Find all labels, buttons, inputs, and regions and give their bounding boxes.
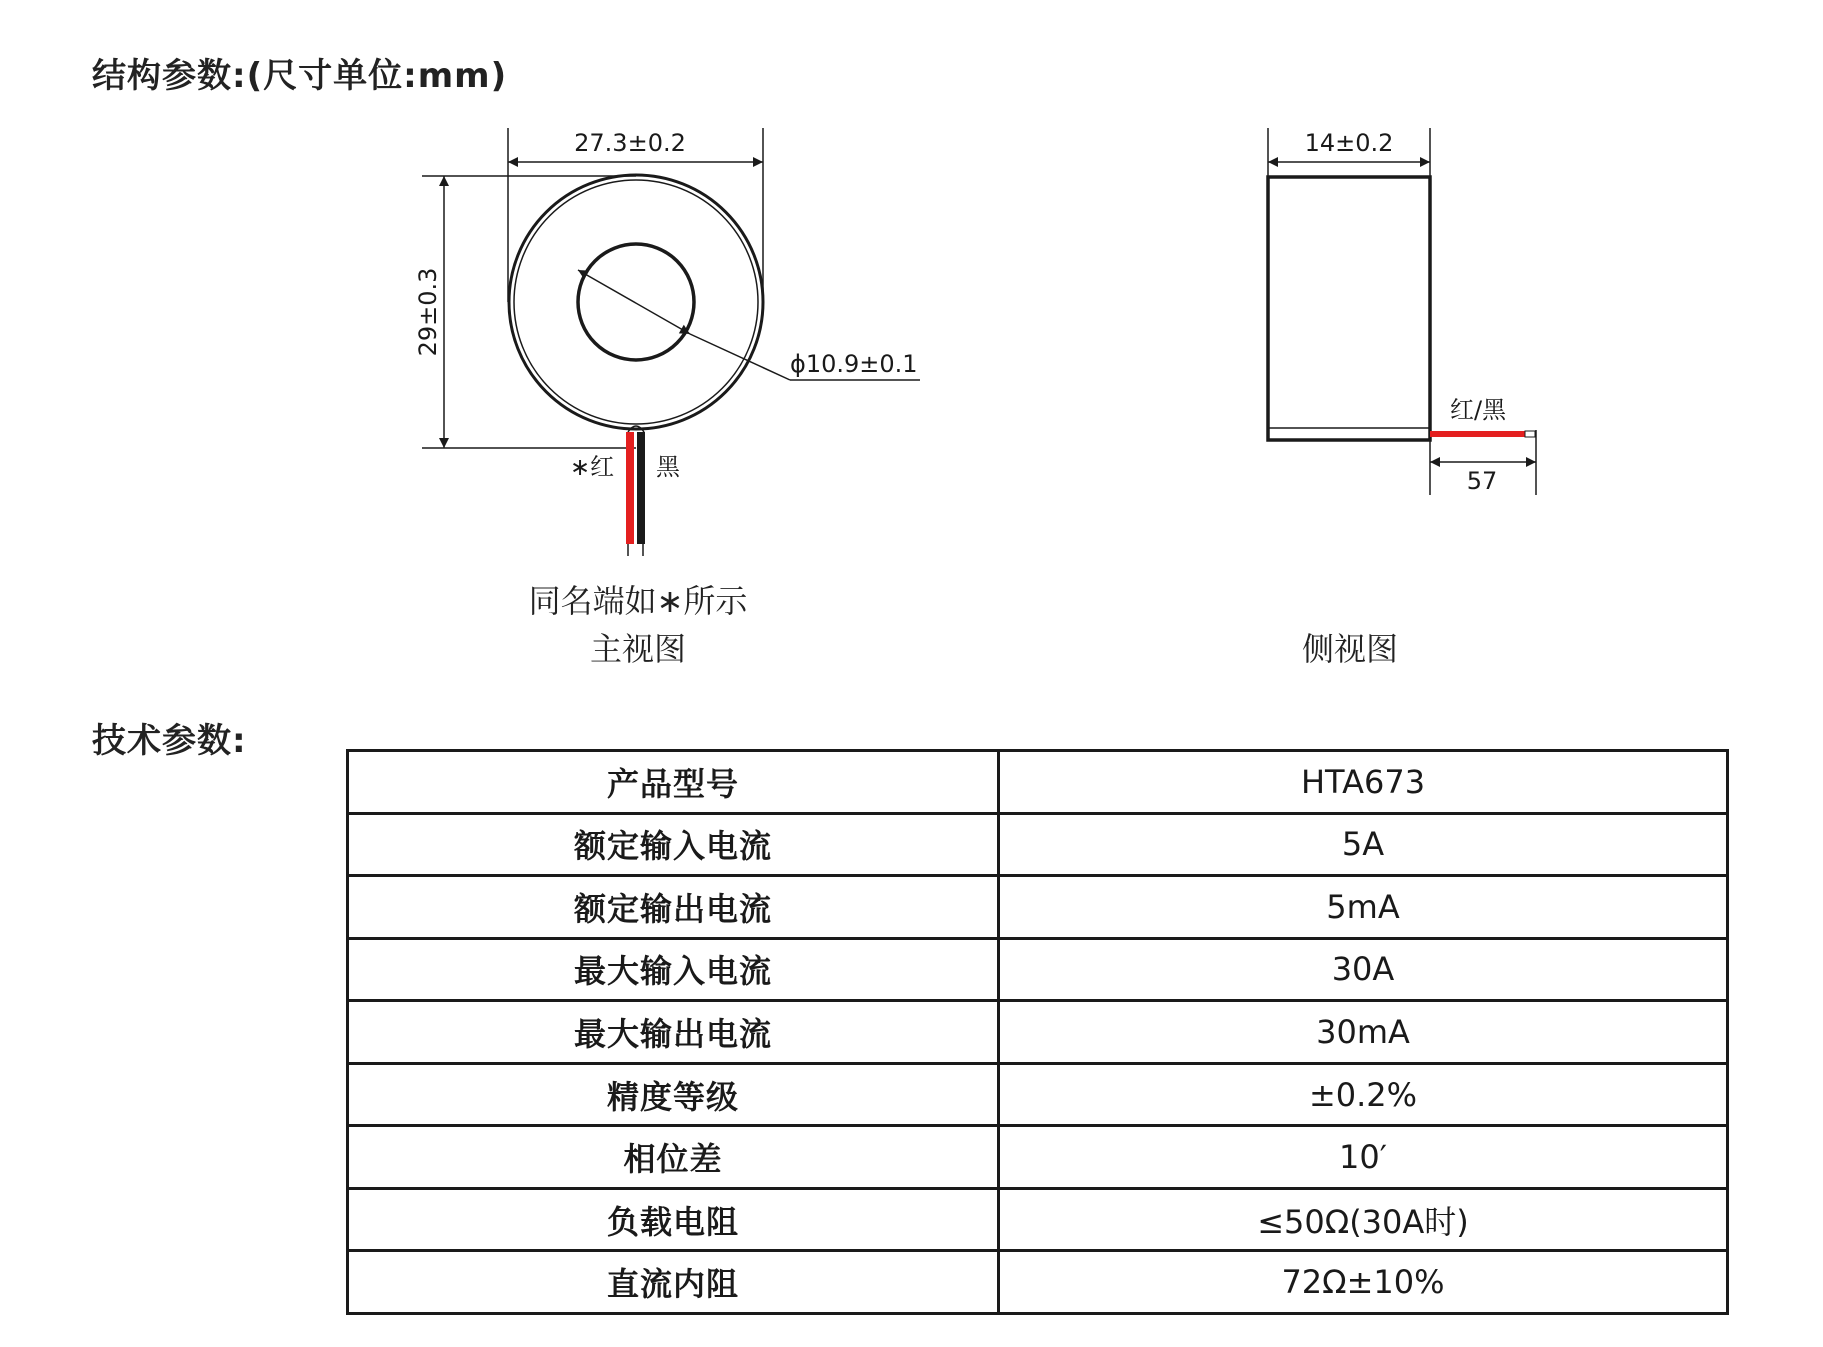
table-row (348, 876, 1728, 939)
side-width-dim: 14±0.2 (1304, 129, 1394, 157)
front-height-dim: 29±0.3 (414, 267, 442, 357)
outer-ring (509, 175, 763, 429)
param-cell: 精度等级 (348, 1063, 999, 1126)
side-view-caption: 侧视图 (1301, 630, 1399, 668)
hole-diameter-dim: ϕ10.9±0.1 (790, 350, 918, 378)
table-row (348, 1251, 1728, 1314)
param-cell: 产品型号 (348, 751, 999, 814)
value-cell: 72Ω±10% (999, 1251, 1728, 1314)
spec-table (346, 749, 1729, 1315)
front-view-caption: 主视图 (589, 630, 687, 668)
spec-table-body (348, 751, 1728, 1314)
side-wire-label: 红/黑 (1450, 396, 1507, 424)
front-view (414, 128, 920, 668)
front-view-note: 同名端如∗所示 (528, 582, 748, 620)
param-cell: 相位差 (348, 1126, 999, 1189)
value-cell: ±0.2% (999, 1063, 1728, 1126)
tech-section-title: 技术参数: (92, 721, 247, 761)
side-view (1268, 128, 1536, 668)
value-cell: 5mA (999, 876, 1728, 939)
param-cell: 额定输入电流 (348, 813, 999, 876)
value-cell: 5A (999, 813, 1728, 876)
table-row (348, 1126, 1728, 1189)
param-cell: 负载电阻 (348, 1188, 999, 1251)
table-row (348, 751, 1728, 814)
outer-ring-inner-edge (514, 180, 758, 424)
table-row (348, 1001, 1728, 1064)
param-cell: 最大输出电流 (348, 1001, 999, 1064)
wire-black (637, 432, 645, 544)
side-wire-length-dim: 57 (1466, 467, 1498, 495)
structure-section-title: 结构参数:(尺寸单位:mm) (92, 56, 508, 96)
value-cell: 30mA (999, 1001, 1728, 1064)
value-cell: 30A (999, 938, 1728, 1001)
side-wire-end (1525, 431, 1535, 437)
value-cell: HTA673 (999, 751, 1728, 814)
hole-diameter-line (578, 270, 690, 334)
front-width-dim: 27.3±0.2 (574, 129, 686, 157)
wire-red (626, 432, 634, 544)
table-row (348, 1188, 1728, 1251)
param-cell: 额定输出电流 (348, 876, 999, 939)
param-cell: 最大输入电流 (348, 938, 999, 1001)
center-hole (578, 244, 694, 360)
wire-black-label: 黑 (656, 453, 680, 481)
param-cell: 直流内阻 (348, 1251, 999, 1314)
value-cell: 10′ (999, 1126, 1728, 1189)
table-row (348, 1063, 1728, 1126)
table-row (348, 938, 1728, 1001)
value-cell: ≤50Ω(30A时) (999, 1188, 1728, 1251)
side-body (1268, 177, 1430, 440)
wire-red-label: ∗红 (570, 453, 615, 481)
table-row (348, 813, 1728, 876)
side-wire-red (1430, 431, 1525, 437)
